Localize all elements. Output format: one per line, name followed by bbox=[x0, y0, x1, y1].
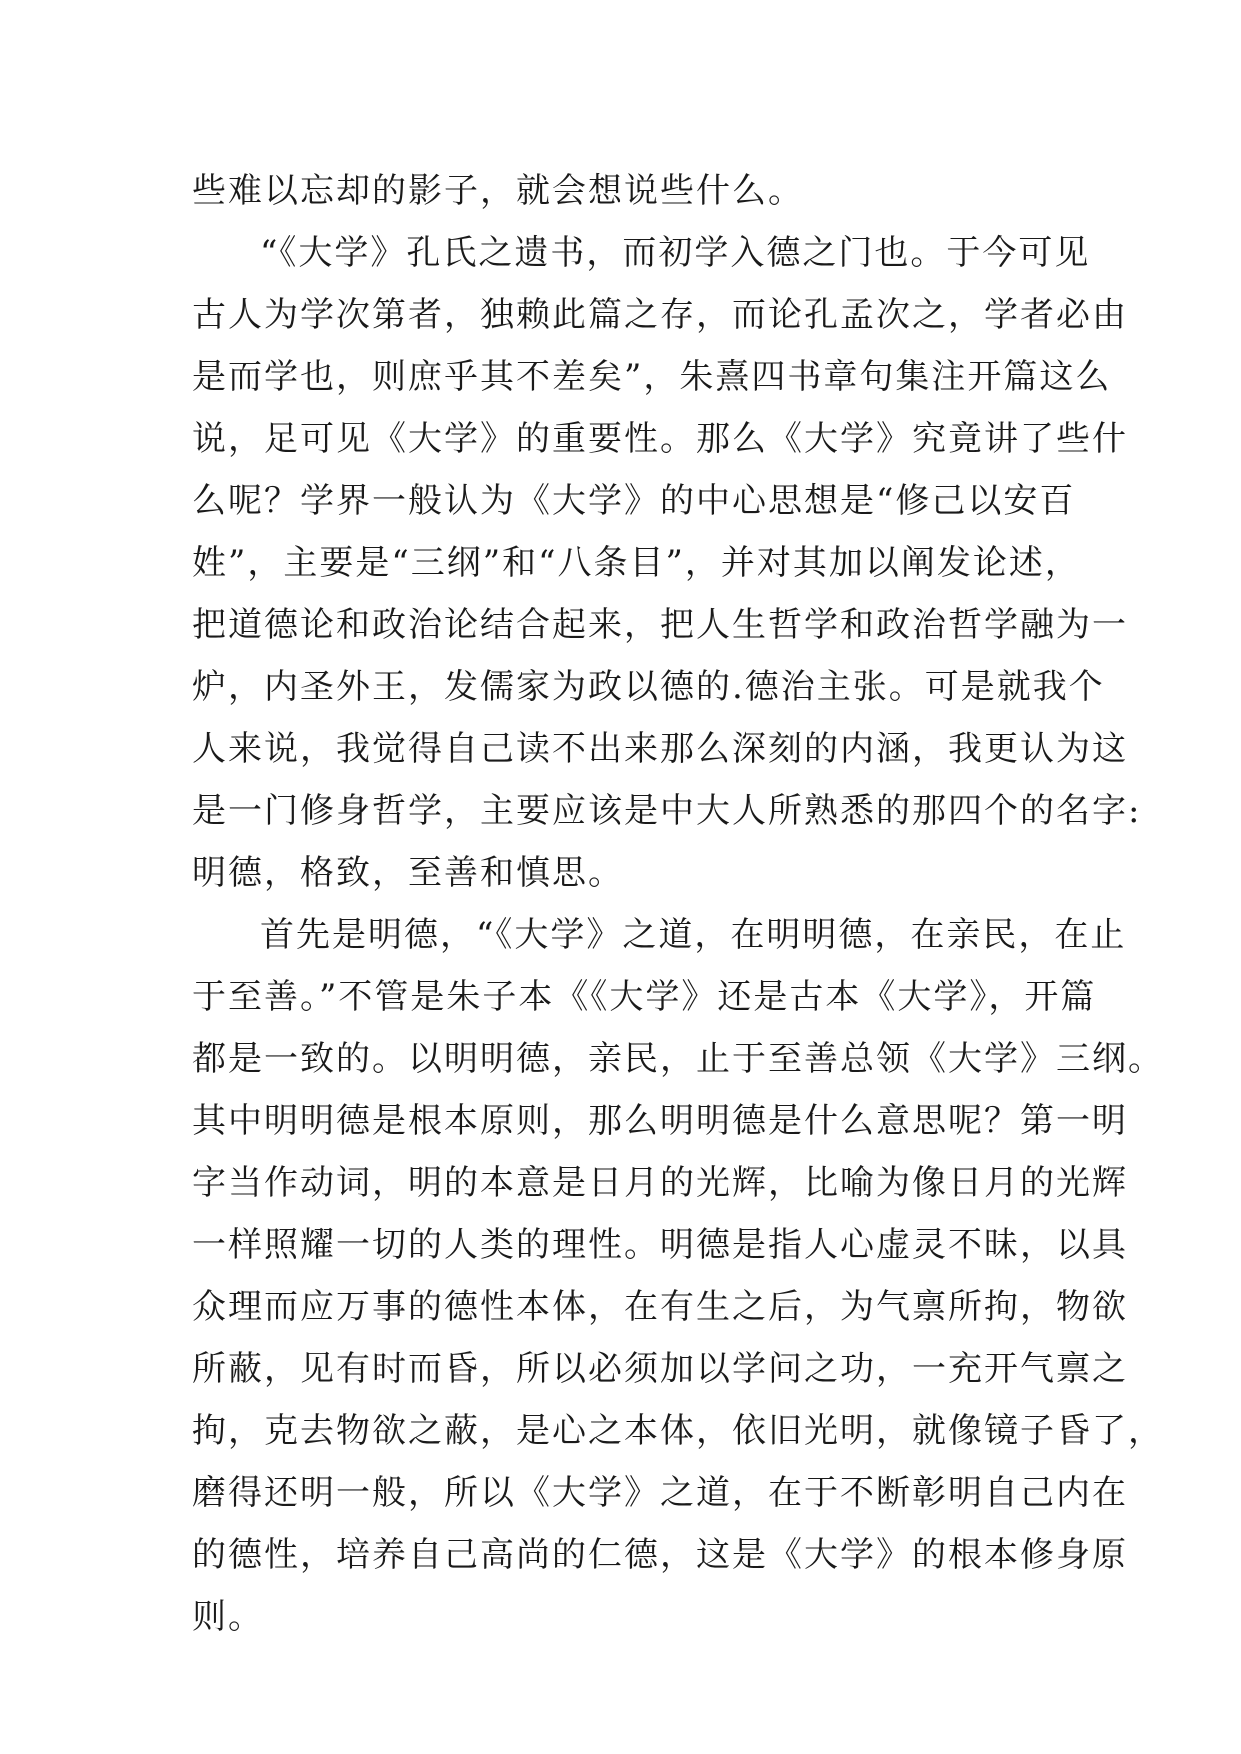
text-line: 于至善。”不管是朱子本《《大学》还是古本《大学》，开篇 bbox=[192, 977, 1097, 1017]
text-line: 所蔽，见有时而昏，所以必须加以学问之功，一充开气禀之 bbox=[192, 1349, 1128, 1389]
text-line: 人来说，我觉得自己读不出来那么深刻的内涵，我更认为这 bbox=[192, 729, 1128, 769]
text-line: 拘，克去物欲之蔽，是心之本体，依旧光明，就像镜子昏了， bbox=[192, 1411, 1164, 1451]
text-line: 的德性，培养自己高尚的仁德，这是《大学》的根本修身原 bbox=[192, 1535, 1128, 1575]
text-line: 字当作动词，明的本意是日月的光辉，比喻为像日月的光辉 bbox=[192, 1163, 1128, 1203]
text-line: 古人为学次第者，独赖此篇之存，而论孔孟次之，学者必由 bbox=[192, 295, 1128, 335]
text-line: “《大学》孔氏之遗书，而初学入德之门也。于今可见 bbox=[260, 233, 1091, 273]
text-line: 都是一致的。以明明德，亲民，止于至善总领《大学》三纲。 bbox=[192, 1039, 1164, 1079]
text-line: 其中明明德是根本原则，那么明明德是什么意思呢？第一明 bbox=[192, 1101, 1128, 1141]
text-line: 则。 bbox=[192, 1597, 264, 1637]
text-line: 一样照耀一切的人类的理性。明德是指人心虚灵不昧，以具 bbox=[192, 1225, 1128, 1265]
text-line: 磨得还明一般，所以《大学》之道，在于不断彰明自己内在 bbox=[192, 1473, 1128, 1513]
text-line: 众理而应万事的德性本体，在有生之后，为气禀所拘，物欲 bbox=[192, 1287, 1128, 1327]
text-line: 炉，内圣外王，发儒家为政以德的.德治主张。可是就我个 bbox=[192, 667, 1105, 707]
text-line: 说，足可见《大学》的重要性。那么《大学》究竟讲了些什 bbox=[192, 419, 1128, 459]
text-line: 么呢？学界一般认为《大学》的中心思想是“修己以安百 bbox=[192, 481, 1076, 521]
text-line: 首先是明德，“《大学》之道，在明明德，在亲民，在止 bbox=[260, 915, 1127, 955]
text-line: 明德，格致，至善和慎思。 bbox=[192, 853, 624, 893]
text-line: 把道德论和政治论结合起来，把人生哲学和政治哲学融为一 bbox=[192, 605, 1128, 645]
text-line: 姓”，主要是“三纲”和“八条目”，并对其加以阐发论述， bbox=[192, 543, 1081, 583]
body-text bbox=[192, 160, 1164, 1648]
text-line: 是而学也，则庶乎其不差矣”，朱熹四书章句集注开篇这么 bbox=[192, 357, 1112, 397]
text-line: 是一门修身哲学，主要应该是中大人所熟悉的那四个的名字: bbox=[192, 791, 1142, 831]
text-line: 些难以忘却的影子，就会想说些什么。 bbox=[192, 171, 804, 211]
